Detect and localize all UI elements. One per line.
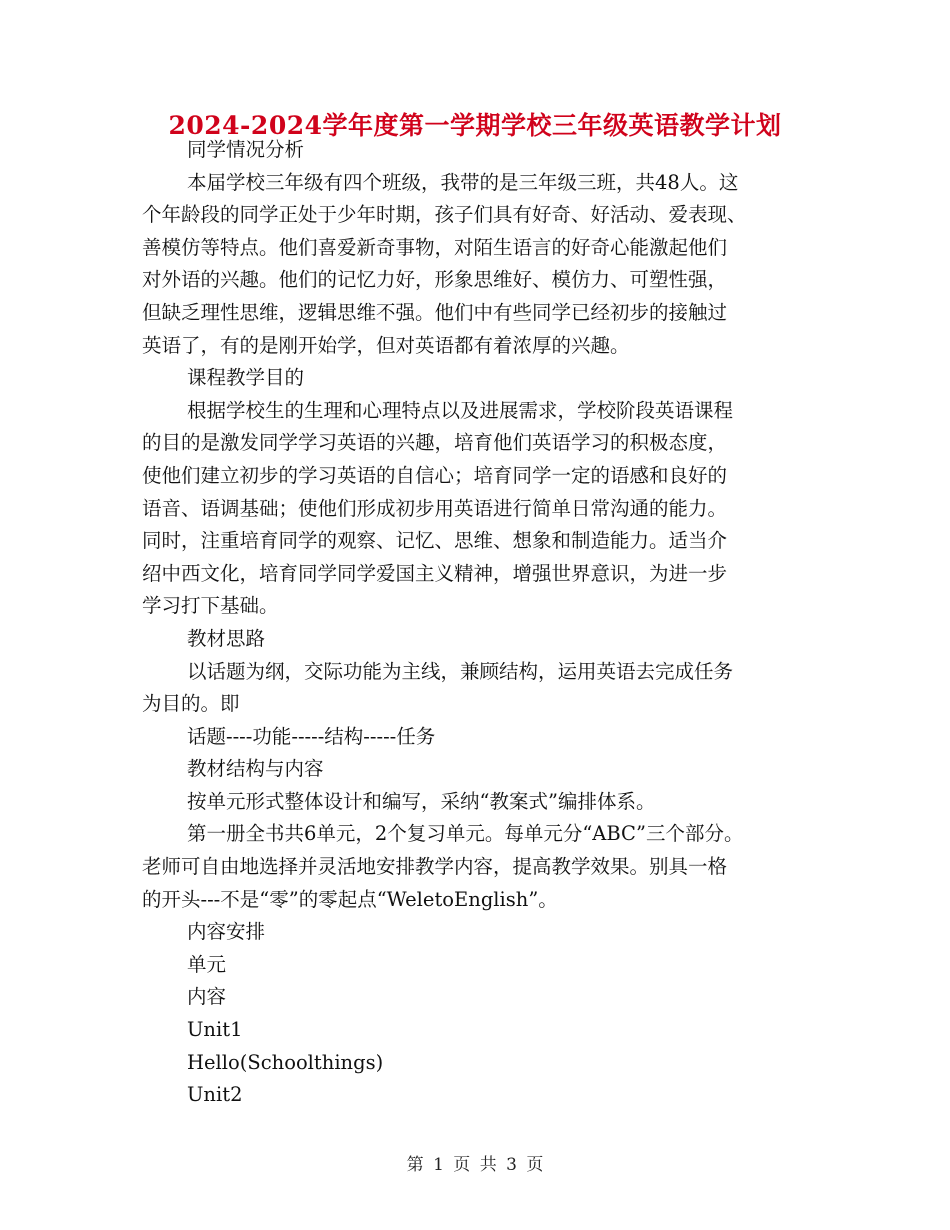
text-line: Unit1 <box>187 1018 243 1042</box>
text-line: 话题----功能-----结构-----任务 <box>187 724 436 748</box>
text-line: 内容 <box>187 985 227 1009</box>
text-line: 为目的。即 <box>142 692 240 716</box>
text-line: 课程教学目的 <box>187 366 305 390</box>
text-line: 个年龄段的同学正处于少年时期，孩子们具有好奇、好活动、爱表现、 <box>142 203 747 227</box>
text-line: Hello(Schoolthings) <box>187 1050 384 1074</box>
text-line: 根据学校生的生理和心理特点以及进展需求，学校阶段英语课程 <box>187 398 734 422</box>
text-line: 单元 <box>187 952 227 976</box>
text-line: 同时，注重培育同学的观察、记忆、思维、想象和制造能力。适当介 <box>142 529 728 553</box>
text-line: 使他们建立初步的学习英语的自信心；培育同学一定的语感和良好的 <box>142 463 728 487</box>
text-line: 教材结构与内容 <box>187 757 324 781</box>
text-line: 善模仿等特点。他们喜爱新奇事物，对陌生语言的好奇心能激起他们 <box>142 235 728 259</box>
text-line: 以话题为纲，交际功能为主线，兼顾结构，运用英语去完成任务 <box>187 659 734 683</box>
text-line: 的目的是激发同学学习英语的兴趣，培育他们英语学习的积极态度， <box>142 431 728 455</box>
page-footer: 第 1 页 共 3 页 <box>406 1155 544 1175</box>
text-line: 学习打下基础。 <box>142 594 279 618</box>
text-line: 按单元形式整体设计和编写，采纳“教案式”编排体系。 <box>187 789 656 813</box>
text-line: 的开头---不是“零”的零起点“WeletoEnglish”。 <box>142 887 558 911</box>
document-body <box>142 134 822 1112</box>
text-line: 对外语的兴趣。他们的记忆力好，形象思维好、模仿力、可塑性强， <box>142 268 728 292</box>
text-line: 内容安排 <box>187 920 266 944</box>
text-line: Unit2 <box>187 1083 243 1107</box>
text-line: 英语了，有的是刚开始学，但对英语都有着浓厚的兴趣。 <box>142 333 630 357</box>
text-line: 第一册全书共6单元，2个复习单元。每单元分“ABC”三个部分。 <box>187 822 744 846</box>
text-line: 本届学校三年级有四个班级，我带的是三年级三班，共48人。这 <box>187 170 739 194</box>
text-line: 绍中西文化，培育同学同学爱国主义精神，增强世界意识，为进一步 <box>142 561 728 585</box>
text-line: 同学情况分析 <box>187 138 305 161</box>
text-line: 但缺乏理性思维，逻辑思维不强。他们中有些同学已经初步的接触过 <box>142 300 728 324</box>
document-title: 2024-2024学年度第一学期学校三年级英语教学计划 <box>168 111 782 140</box>
text-line: 教材思路 <box>187 626 266 650</box>
text-line: 老师可自由地选择并灵活地安排教学内容，提高教学效果。别具一格 <box>142 855 728 879</box>
text-line: 语音、语调基础；使他们形成初步用英语进行简单日常沟通的能力。 <box>142 496 728 520</box>
